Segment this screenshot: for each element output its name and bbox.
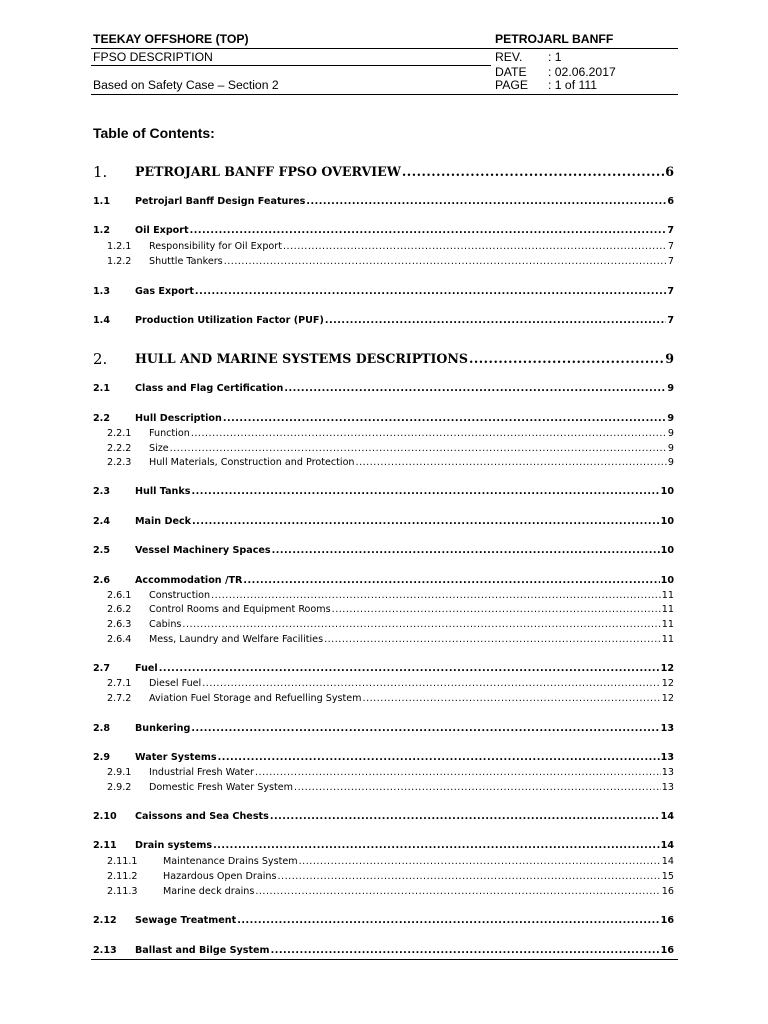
- toc-entry-title: Marine deck drains: [163, 886, 255, 897]
- toc-entry-page: 13: [661, 767, 674, 778]
- toc-entry-page: 9: [667, 428, 674, 439]
- toc-entry-page: 7: [667, 286, 674, 297]
- toc-subsection-entry[interactable]: [107, 456, 674, 470]
- toc-section-entry[interactable]: [93, 485, 674, 499]
- toc-entry-number: 2.9.1: [107, 767, 132, 778]
- toc-section-entry[interactable]: [93, 515, 674, 529]
- toc-entry-title: Main Deck: [135, 516, 192, 527]
- toc-entry-page: 7: [667, 241, 674, 252]
- toc-entry-title: Accommodation /TR: [135, 575, 243, 586]
- toc-entry-page: 12: [661, 693, 674, 704]
- toc-entry-number: 2.9.2: [107, 782, 132, 793]
- toc-subsection-entry[interactable]: [107, 766, 674, 780]
- toc-subsection-entry[interactable]: [107, 781, 674, 795]
- toc-entry-title: HULL AND MARINE SYSTEMS DESCRIPTIONS: [135, 351, 469, 366]
- toc-entry-page: 6: [667, 196, 674, 207]
- toc-dot-leader: [159, 662, 660, 676]
- toc-entry-number: 2.6.4: [107, 634, 132, 645]
- rev-label: REV.: [495, 50, 523, 64]
- toc-entry-number: 2.5: [93, 545, 110, 556]
- toc-dot-leader: [218, 751, 660, 765]
- toc-entry-number: 2.1: [93, 383, 110, 394]
- toc-entry-number: 2.6.3: [107, 619, 132, 630]
- toc-entry-title: Oil Export: [135, 225, 189, 236]
- toc-dot-leader: [191, 722, 659, 736]
- rev-value: : 1: [548, 50, 562, 64]
- toc-entry-page: 12: [660, 663, 674, 674]
- toc-chapter-entry[interactable]: [93, 348, 674, 370]
- toc-entry-page: 10: [660, 575, 674, 586]
- toc-entry-title: Maintenance Drains System: [163, 856, 298, 867]
- toc-entry-title: Sewage Treatment: [135, 915, 237, 926]
- toc-subsection-entry[interactable]: [107, 255, 674, 269]
- toc-entry-title: Hull Description: [135, 413, 222, 424]
- toc-entry-page: 14: [661, 856, 674, 867]
- toc-entry-number: 1.3: [93, 286, 110, 297]
- toc-dot-leader: [272, 544, 660, 558]
- toc-entry-number: 1.2: [93, 225, 110, 236]
- toc-entry-title: Fuel: [135, 663, 158, 674]
- toc-dot-leader: [182, 618, 660, 632]
- toc-section-entry[interactable]: [93, 382, 674, 396]
- toc-entry-page: 9: [667, 457, 674, 468]
- toc-dot-leader: [324, 633, 661, 647]
- toc-entry-title: Hull Materials, Construction and Protection: [149, 457, 355, 468]
- toc-dot-leader: [202, 677, 661, 691]
- toc-entry-number: 2.6: [93, 575, 110, 586]
- toc-dot-leader: [211, 589, 661, 603]
- toc-subsection-entry[interactable]: [107, 618, 674, 632]
- toc-dot-leader: [255, 885, 660, 899]
- toc-section-entry[interactable]: [93, 544, 674, 558]
- toc-subsection-entry[interactable]: [107, 885, 674, 899]
- toc-entry-title: Responsibility for Oil Export: [149, 241, 282, 252]
- toc-entry-title: Aviation Fuel Storage and Refuelling System: [149, 693, 362, 704]
- toc-subsection-entry[interactable]: [107, 442, 674, 456]
- toc-entry-title: Drain systems: [135, 840, 213, 851]
- toc-entry-number: 2.2: [93, 413, 110, 424]
- toc-entry-number: 2.2.1: [107, 428, 132, 439]
- toc-dot-leader: [237, 914, 659, 928]
- toc-entry-title: Domestic Fresh Water System: [149, 782, 294, 793]
- toc-subsection-entry[interactable]: [107, 427, 674, 441]
- toc-entry-number: 2.6.2: [107, 604, 132, 615]
- toc-dot-leader: [192, 515, 660, 529]
- toc-subsection-entry[interactable]: [107, 589, 674, 603]
- toc-entry-page: 7: [667, 225, 674, 236]
- toc-dot-leader: [306, 195, 666, 209]
- toc-entry-number: 2.2.3: [107, 457, 132, 468]
- toc-section-entry[interactable]: [93, 810, 674, 824]
- toc-entry-title: Mess, Laundry and Welfare Facilities: [149, 634, 324, 645]
- toc-entry-number: 1.2.2: [107, 256, 132, 267]
- toc-dot-leader: [170, 442, 667, 456]
- toc-entry-number: 2.9: [93, 752, 110, 763]
- toc-dot-leader: [363, 692, 661, 706]
- toc-dot-leader: [191, 485, 659, 499]
- toc-section-entry[interactable]: [93, 412, 674, 426]
- toc-dot-leader: [325, 314, 666, 328]
- toc-entry-page: 15: [661, 871, 674, 882]
- toc-entry-title: Cabins: [149, 619, 182, 630]
- toc-entry-page: 14: [660, 811, 674, 822]
- date-label: DATE: [495, 65, 527, 79]
- toc-subsection-entry[interactable]: [107, 633, 674, 647]
- toc-entry-title: Gas Export: [135, 286, 194, 297]
- toc-entry-number: 2.2.2: [107, 443, 132, 454]
- toc-entry-number: 1.2.1: [107, 241, 132, 252]
- company-name: TEEKAY OFFSHORE (TOP): [93, 32, 249, 46]
- toc-entry-title: Hull Tanks: [135, 486, 191, 497]
- toc-entry-number: 1.4: [93, 315, 110, 326]
- toc-dot-leader: [278, 870, 661, 884]
- toc-entry-title: Shuttle Tankers: [149, 256, 223, 267]
- toc-entry-title: Construction: [149, 590, 211, 601]
- toc-section-entry[interactable]: [93, 914, 674, 928]
- toc-entry-title: Production Utilization Factor (PUF): [135, 315, 324, 326]
- toc-entry-title: Water Systems: [135, 752, 217, 763]
- toc-entry-number: 2.8: [93, 723, 110, 734]
- toc-entry-number: 1.1: [93, 196, 110, 207]
- toc-entry-page: 9: [667, 443, 674, 454]
- toc-entry-number: 2.11.2: [107, 871, 138, 882]
- footer-rule: [91, 959, 678, 960]
- toc-dot-leader: [294, 781, 661, 795]
- toc-entry-page: 12: [661, 678, 674, 689]
- toc-entry-title: Diesel Fuel: [149, 678, 202, 689]
- toc-entry-page: 13: [660, 752, 674, 763]
- toc-section-entry[interactable]: [93, 662, 674, 676]
- toc-entry-page: 9: [665, 351, 674, 366]
- toc-dot-leader: [283, 240, 667, 254]
- toc-entry-page: 16: [660, 915, 674, 926]
- page-label: PAGE: [495, 78, 528, 92]
- toc-entry-page: 10: [660, 545, 674, 556]
- toc-entry-page: 9: [667, 413, 674, 424]
- toc-entry-number: 1.: [93, 163, 108, 181]
- toc-entry-page: 11: [661, 604, 674, 615]
- toc-entry-number: 2.7.2: [107, 693, 132, 704]
- page-value: : 1 of 111: [548, 78, 598, 92]
- toc-entry-number: 2.11.1: [107, 856, 138, 867]
- toc-entry-page: 9: [667, 383, 674, 394]
- toc-entry-number: 2.11: [93, 840, 117, 851]
- toc-subsection-entry[interactable]: [107, 677, 674, 691]
- toc-entry-title: Hazardous Open Drains: [163, 871, 277, 882]
- toc-subsection-entry[interactable]: [107, 855, 674, 869]
- toc-section-entry[interactable]: [93, 314, 674, 328]
- toc-section-entry[interactable]: [93, 722, 674, 736]
- toc-dot-leader: [195, 285, 666, 299]
- toc-dot-leader: [191, 427, 667, 441]
- toc-entry-number: 2.: [93, 350, 108, 368]
- document-title: FPSO DESCRIPTION: [93, 50, 213, 64]
- toc-entry-title: Bunkering: [135, 723, 191, 734]
- toc-entry-title: Function: [149, 428, 190, 439]
- toc-entry-title: Petrojarl Banff Design Features: [135, 196, 306, 207]
- toc-dot-leader: [299, 855, 661, 869]
- toc-entry-page: 16: [661, 886, 674, 897]
- toc-entry-title: Industrial Fresh Water: [149, 767, 254, 778]
- toc-dot-leader: [255, 766, 661, 780]
- toc-entry-number: 2.11.3: [107, 886, 138, 897]
- toc-entry-page: 11: [661, 590, 674, 601]
- toc-entry-title: Caissons and Sea Chests: [135, 811, 269, 822]
- toc-dot-leader: [270, 810, 660, 824]
- toc-entry-title: Class and Flag Certification: [135, 383, 284, 394]
- toc-entry-page: 10: [660, 486, 674, 497]
- toc-dot-leader: [332, 603, 661, 617]
- toc-subsection-entry[interactable]: [107, 692, 674, 706]
- toc-entry-title: Ballast and Bilge System: [135, 945, 270, 956]
- toc-section-entry[interactable]: [93, 285, 674, 299]
- toc-entry-page: 7: [667, 256, 674, 267]
- toc-section-entry[interactable]: [93, 195, 674, 209]
- toc-section-entry[interactable]: [93, 751, 674, 765]
- toc-dot-leader: [356, 456, 667, 470]
- toc-entry-page: 6: [665, 164, 674, 179]
- toc-entry-page: 10: [660, 516, 674, 527]
- toc-entry-number: 2.6.1: [107, 590, 132, 601]
- toc-dot-leader: [224, 255, 667, 269]
- toc-entry-title: Vessel Machinery Spaces: [135, 545, 271, 556]
- toc-entry-title: Size: [149, 443, 169, 454]
- toc-dot-leader: [284, 382, 666, 396]
- toc-entry-number: 2.7.1: [107, 678, 132, 689]
- toc-dot-leader: [243, 574, 659, 588]
- toc-entry-number: 2.10: [93, 811, 117, 822]
- toc-entry-page: 16: [660, 945, 674, 956]
- date-value: : 02.06.2017: [548, 65, 616, 79]
- toc-entry-number: 2.4: [93, 516, 110, 527]
- toc-subsection-entry[interactable]: [107, 870, 674, 884]
- toc-entry-title: PETROJARL BANFF FPSO OVERVIEW: [135, 164, 401, 179]
- toc-dot-leader: [223, 412, 666, 426]
- toc-dot-leader: [469, 348, 664, 370]
- toc-dot-leader: [402, 161, 664, 183]
- toc-entry-title: Control Rooms and Equipment Rooms: [149, 604, 331, 615]
- toc-entry-number: 2.13: [93, 945, 117, 956]
- toc-entry-page: 13: [660, 723, 674, 734]
- toc-section-entry[interactable]: [93, 574, 674, 588]
- toc-entry-number: 2.3: [93, 486, 110, 497]
- toc-entry-page: 13: [661, 782, 674, 793]
- basis-text: Based on Safety Case – Section 2: [93, 78, 279, 92]
- toc-dot-leader: [190, 224, 667, 238]
- toc-entry-number: 2.12: [93, 915, 117, 926]
- toc-dot-leader: [213, 839, 660, 853]
- toc-entry-page: 14: [660, 840, 674, 851]
- toc-subsection-entry[interactable]: [107, 603, 674, 617]
- toc-section-entry[interactable]: [93, 224, 674, 238]
- toc-entry-page: 7: [667, 315, 674, 326]
- toc-entry-page: 11: [661, 619, 674, 630]
- toc-chapter-entry[interactable]: [93, 161, 674, 183]
- toc-subsection-entry[interactable]: [107, 240, 674, 254]
- toc-entry-number: 2.7: [93, 663, 110, 674]
- toc-section-entry[interactable]: [93, 839, 674, 853]
- vessel-name: PETROJARL BANFF: [495, 32, 614, 46]
- toc-title: Table of Contents:: [93, 125, 215, 141]
- toc-entry-page: 11: [661, 634, 674, 645]
- toc-dot-leader: [271, 944, 660, 958]
- toc-section-entry[interactable]: [93, 944, 674, 958]
